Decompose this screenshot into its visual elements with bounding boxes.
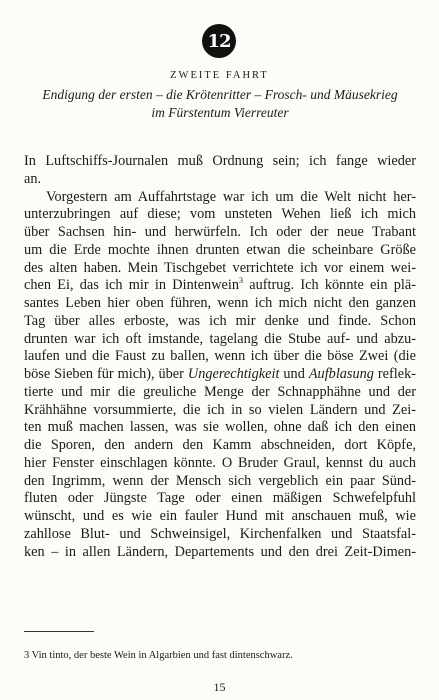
text-line: die Sporen, den andern den Kamm abschneiden, dort Köpfe, (24, 437, 416, 453)
text-line: In Luftschiffs-Journalen muß Ordnung sein; ich fange wieder (24, 153, 416, 169)
footnote-ref: 3 (239, 276, 243, 286)
text-line: Tag über alles erboste, was ich mir denke und finde. Schon (24, 312, 416, 329)
text-line: an. (24, 170, 42, 187)
subtitle-line: Endigung der ersten – die Krötenritter – Frosch- und Mäusekrieg (42, 87, 398, 102)
text-line: hier Fenster einschlagen könnte. O Bruder Graul, kennst du auch (24, 454, 416, 471)
chapter-number: 12 (207, 30, 231, 52)
text-line: um die Erde mochte ihnen drunten etwan die scheinbare Größe (24, 241, 416, 258)
italic-text: Ungerechtigkeit (187, 366, 280, 382)
text-line: des alten haben. Mein Tischgebet verrichtete ich vor einem wei- (24, 259, 416, 276)
text-fragment: böse Sieben für mich), über (24, 366, 188, 382)
text-fragment: reflek- (373, 366, 416, 382)
text-line: über Sachsen hin- und herwürfeln. Ich oder der neue Trabant (24, 224, 416, 240)
text-line (24, 277, 416, 295)
text-line: unterzubringen auf diese; vom unsteten Wehen ließ ich mich (24, 206, 416, 223)
text-line: wünscht, und es wie ein fauler Hund mit anschauen muß, wie (24, 508, 416, 524)
text-line: drunten war ich oft imstande, tagelang die Stube auf- und abzu- (24, 330, 416, 347)
text-fragment: auftrug. Ich könnte ein plä- (243, 277, 416, 294)
text-fragment: chen Ei, das ich mir in Dintenwein (24, 277, 239, 294)
italic-text: Aufblasung (308, 366, 374, 382)
footnote: 3 Vin tinto, der beste Wein in Algarbien und fast dintenschwarz. (24, 650, 293, 661)
footnote-divider (24, 631, 94, 632)
subtitle-line: im Fürstentum Vierreuter (151, 105, 289, 120)
body-text (24, 153, 416, 561)
text-line (24, 366, 416, 384)
text-line: ten muß machen lassen, was sie wollen, ohne daß ich den einen (24, 419, 416, 436)
text-fragment: und (279, 366, 309, 382)
text-line: Krähhähne vorsummierte, die ich in so vielen Ländern und Zei- (24, 401, 416, 418)
text-line: Vorgestern am Auffahrtstage war ich um die Welt nicht her- (46, 188, 416, 205)
chapter-subtitle (30, 86, 410, 122)
text-line: den Ingrimm, wenn der Mensch sich vergeblich ein paar Sünd- (24, 472, 416, 489)
chapter-heading: ZWEITE FAHRT (170, 70, 269, 81)
text-line: santes Leben hier oben führen, wenn ich mich nicht den ganzen (24, 295, 416, 311)
chapter-number-badge (202, 24, 236, 58)
text-line: tierte und mir die greuliche Menge der Schnapphähne und der (24, 383, 416, 400)
text-line: fluten oder Jüngste Tage oder einen mäßigen Schwefelpfuhl (24, 490, 416, 507)
text-line: zahllose Blut- und Schweinsigel, Kirchenfalken und Staatsfal- (24, 525, 416, 542)
page-number: 15 (213, 680, 226, 694)
text-line: ken – in allen Ländern, Departements und den drei Zeit-Dimen- (24, 543, 416, 560)
text-line: laufen und die Faust zu ballen, wenn ich über die böse Zwei (die (24, 348, 416, 365)
